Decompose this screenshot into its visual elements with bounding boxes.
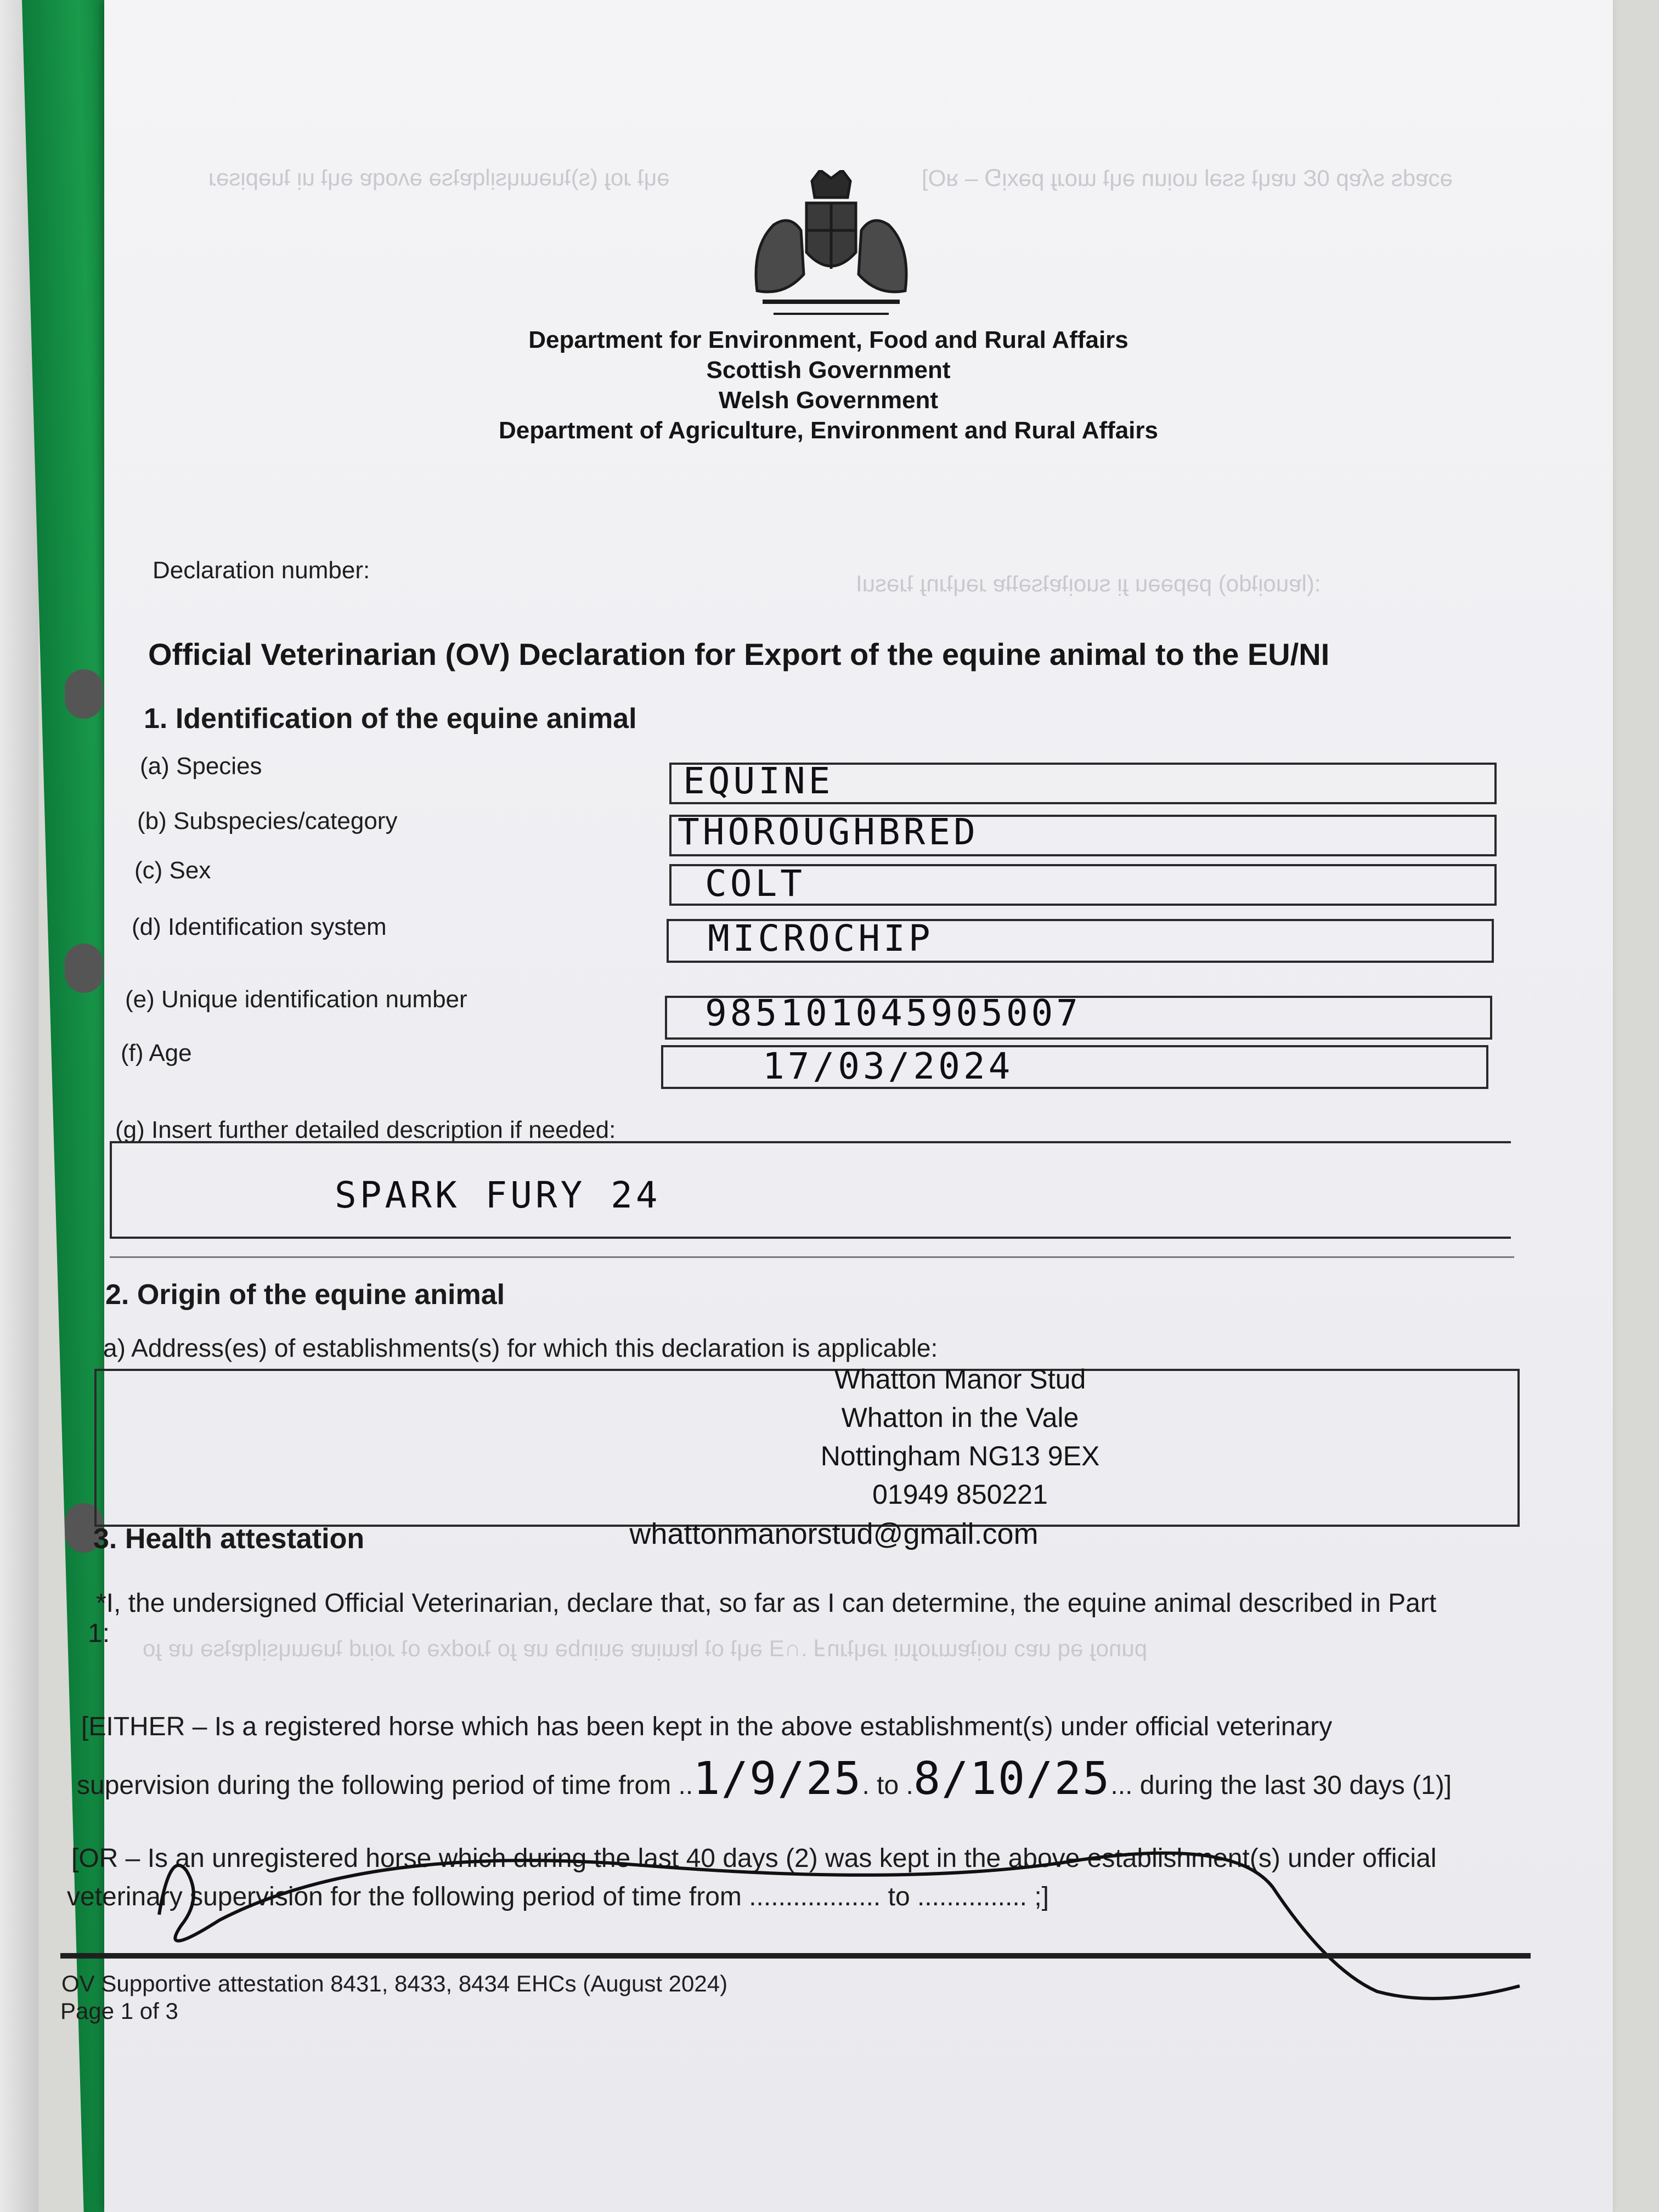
or-clause: [OR – Is an unregistered horse which during the last 40 days (2) was kept in the above establishment(s) under official (71, 1844, 1437, 1873)
section-3-title: 3. Health attestation (93, 1523, 365, 1555)
address-line: Nottingham NG13 9EX (820, 1441, 1100, 1471)
age-label: (f) Age (121, 1040, 192, 1066)
address-line: Whatton in the Vale (841, 1402, 1079, 1433)
species-value: EQUINE (683, 760, 834, 802)
bleed-through-texture: :(lɐuoᴉʇdo) pǝpǝǝu ɟᴉ suoᴉʇɐʇsǝʇʇɐ ɹǝɥʇɹnɟ ʇɹǝsuI (856, 571, 1321, 596)
declaration-number-label: Declaration number: (153, 557, 370, 584)
section-2-title: 2. Origin of the equine animal (105, 1279, 505, 1311)
either-to-date: 8/10/25 (913, 1753, 1111, 1805)
form-title: Official Veterinarian (OV) Declaration for Export of the equine animal to the EU/NI (148, 637, 1330, 672)
identification-system-label: (d) Identification system (132, 913, 387, 940)
page-number: Page 1 of 3 (60, 1998, 178, 2024)
unique-id-value: 985101045905007 (705, 992, 1082, 1034)
species-label: (a) Species (140, 753, 262, 780)
or-clause-line2: veterinary supervision for the following period of time from .................. to ............... ;] (67, 1882, 1049, 1911)
identification-system-value: MICROCHIP (708, 917, 934, 960)
footer-attestation: OV Supportive attestation 8431, 8433, 8434 EHCs (August 2024) (61, 1971, 728, 1996)
royal-coat-of-arms-icon (741, 170, 922, 324)
sex-label: (c) Sex (134, 857, 211, 884)
section-divider (110, 1256, 1514, 1258)
address-email: whattonmanorstud@gmail.com (629, 1517, 1039, 1550)
department-name: Welsh Government (718, 387, 939, 414)
unique-id-label: (e) Unique identification number (125, 986, 467, 1013)
bleed-through-texture: ǝɥʇ ɹoɟ (s)ʇuǝɯɥsᴉlqɐʇsǝ ǝʌoqɐ ǝɥʇ uᴉ ʇuǝpᴉsǝɹ (208, 165, 670, 190)
either-clause-line2 (77, 1753, 1452, 1805)
punch-hole (65, 944, 103, 993)
further-description-label: (g) Insert further detailed description if needed: (115, 1116, 616, 1143)
punch-hole (65, 669, 103, 719)
either-text-pre: supervision during the following period of time from .. (77, 1771, 693, 1800)
section-1-title: 1. Identification of the equine animal (144, 703, 637, 735)
bleed-through-texture: punoɟ ǝq uɐɔ uoᴉʇɐɯɹoɟuᴉ ɹǝɥʇɹnℲ .∩Ǝ ǝɥʇ oʇ lɐɯᴉuɐ ǝuᴉnbǝ uɐ ɟo ʇɹodxǝ oʇ ɹoᴉɹd ʇuǝɯɥsᴉlqɐʇsǝ uɐ ɟo (143, 1635, 1148, 1661)
sex-value: COLT (705, 862, 805, 905)
attestation-intro-cont: 1: (88, 1619, 110, 1648)
address-label: a) Address(es) of establishments(s) for which this declaration is applicable: (103, 1334, 938, 1362)
age-value: 17/03/2024 (763, 1045, 1014, 1087)
further-description-value: SPARK FURY 24 (335, 1174, 661, 1216)
department-name: Department of Agriculture, Environment and Rural Affairs (498, 417, 1158, 444)
bleed-through-texture: ǝɔɐds sʎɐp 0Ɛ uɐɥʇ ssǝl uoᴉun ǝɥʇ ɯoɹɟ pǝxᴉ⅁ – ᴚO] (922, 165, 1453, 191)
footer-rule (60, 1953, 1531, 1959)
either-clause: [EITHER – Is a registered horse which has been kept in the above establishment(s) under official veterinary (81, 1712, 1333, 1741)
address-line: Whatton Manor Stud (834, 1364, 1086, 1395)
department-name: Department for Environment, Food and Rural Affairs (528, 326, 1128, 353)
attestation-intro: *I, the undersigned Official Veterinarian, declare that, so far as I can determine, the equine animal described in Part (96, 1589, 1437, 1618)
subspecies-value: THOROUGHBRED (678, 811, 979, 853)
either-text-post: ... during the last 30 days (1)] (1110, 1771, 1452, 1800)
further-description-field (110, 1141, 1511, 1239)
subspecies-label: (b) Subspecies/category (137, 808, 398, 834)
department-name: Scottish Government (706, 357, 951, 383)
either-text-mid: . to . (862, 1771, 913, 1800)
either-from-date: 1/9/25 (693, 1753, 862, 1805)
address-line: 01949 850221 (872, 1479, 1048, 1510)
